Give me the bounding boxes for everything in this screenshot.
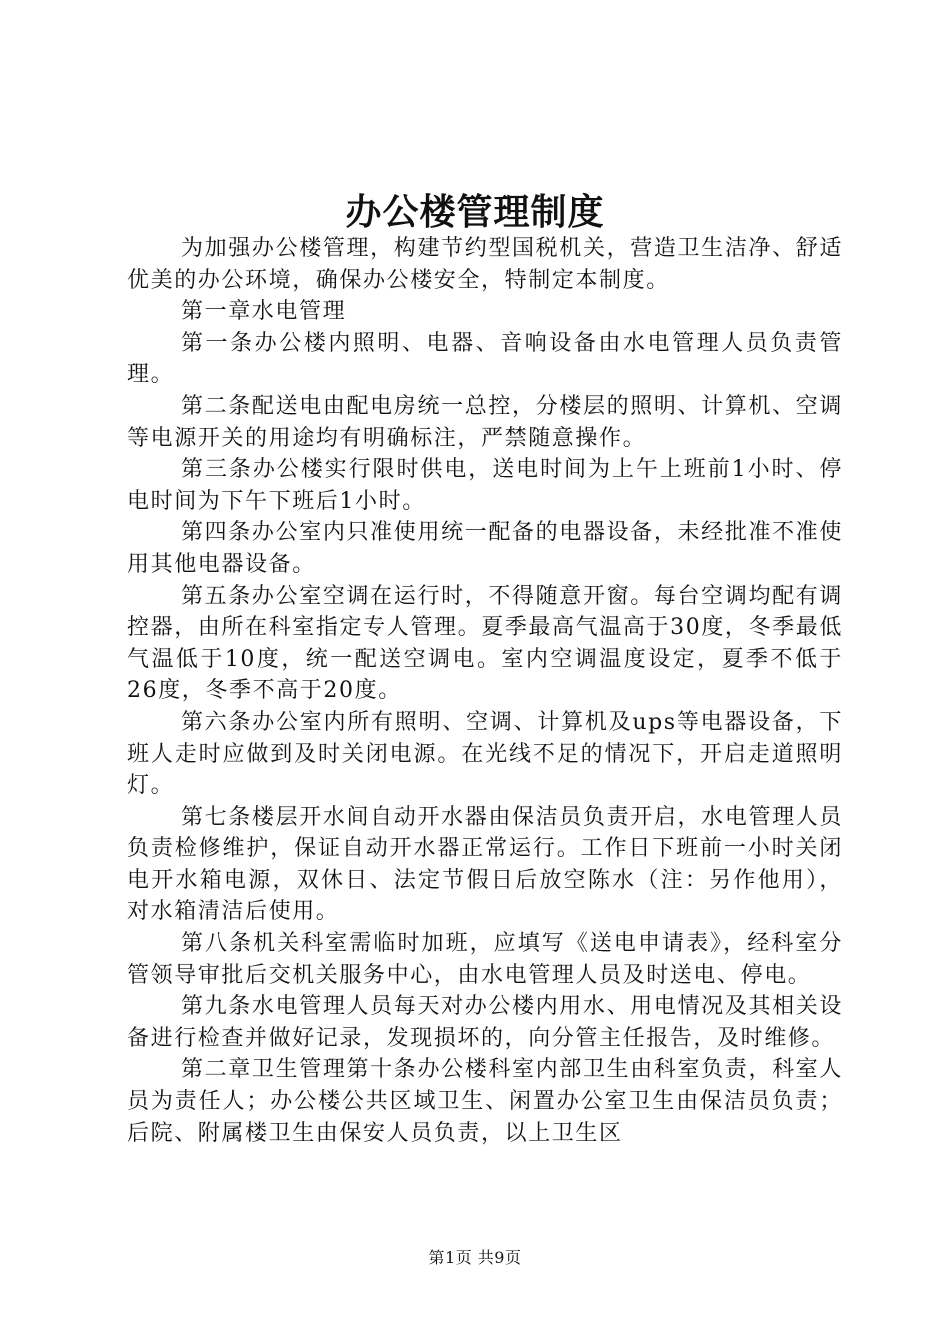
page-number-footer: 第1页 共9页 <box>428 1248 522 1267</box>
article-9: 第九条水电管理人员每天对办公楼内用水、用电情况及其相关设备进行检查并做好记录，发现损坏的，向分管主任报告，及时维修。 <box>127 994 843 1051</box>
chapter-heading-water-electricity: 第一章水电管理 <box>181 299 347 325</box>
paragraph-intro: 为加强办公楼管理，构建节约型国税机关，营造卫生洁净、舒适优美的办公环境，确保办公楼安全，特制定本制度。 <box>127 236 843 293</box>
article-2: 第二条配送电由配电房统一总控，分楼层的照明、计算机、空调等电源开关的用途均有明确标注，严禁随意操作。 <box>127 393 843 451</box>
document-body <box>127 233 843 1149</box>
article-6: 第六条办公室内所有照明、空调、计算机及ups等电器设备，下班人走时应做到及时关闭电源。在光线不足的情况下，开启走道照明灯。 <box>127 709 843 799</box>
article-1: 第一条办公楼内照明、电器、音响设备由水电管理人员负责管理。 <box>127 330 843 388</box>
chapter-2-article-10: 第二章卫生管理第十条办公楼科室内部卫生由科室负责，科室人员为责任人；办公楼公共区域卫生、闲置办公室卫生由保洁员负责；后院、附属楼卫生由保安人员负责，以上卫生区 <box>127 1057 843 1146</box>
article-7: 第七条楼层开水间自动开水器由保洁员负责开启，水电管理人员负责检修维护，保证自动开水器正常运行。工作日下班前一小时关闭电开水箱电源，双休日、法定节假日后放空陈水（注：另作他用），对水箱清洁后使用。 <box>127 804 843 925</box>
article-3: 第三条办公楼实行限时供电，送电时间为上午上班前1小时、停电时间为下午下班后1小时。 <box>127 457 843 514</box>
article-8: 第八条机关科室需临时加班，应填写《送电申请表》，经科室分管领导审批后交机关服务中心，由水电管理人员及时送电、停电。 <box>127 931 843 988</box>
article-4: 第四条办公室内只准使用统一配备的电器设备，未经批准不准使用其他电器设备。 <box>127 520 843 577</box>
document-title: 办公楼管理制度 <box>345 191 605 233</box>
article-5: 第五条办公室空调在运行时，不得随意开窗。每台空调均配有调控器，由所在科室指定专人管理。夏季最高气温高于30度，冬季最低气温低于10度，统一配送空调电。室内空调温度设定，夏季不低于26度，冬季不高于20度。 <box>127 583 843 704</box>
